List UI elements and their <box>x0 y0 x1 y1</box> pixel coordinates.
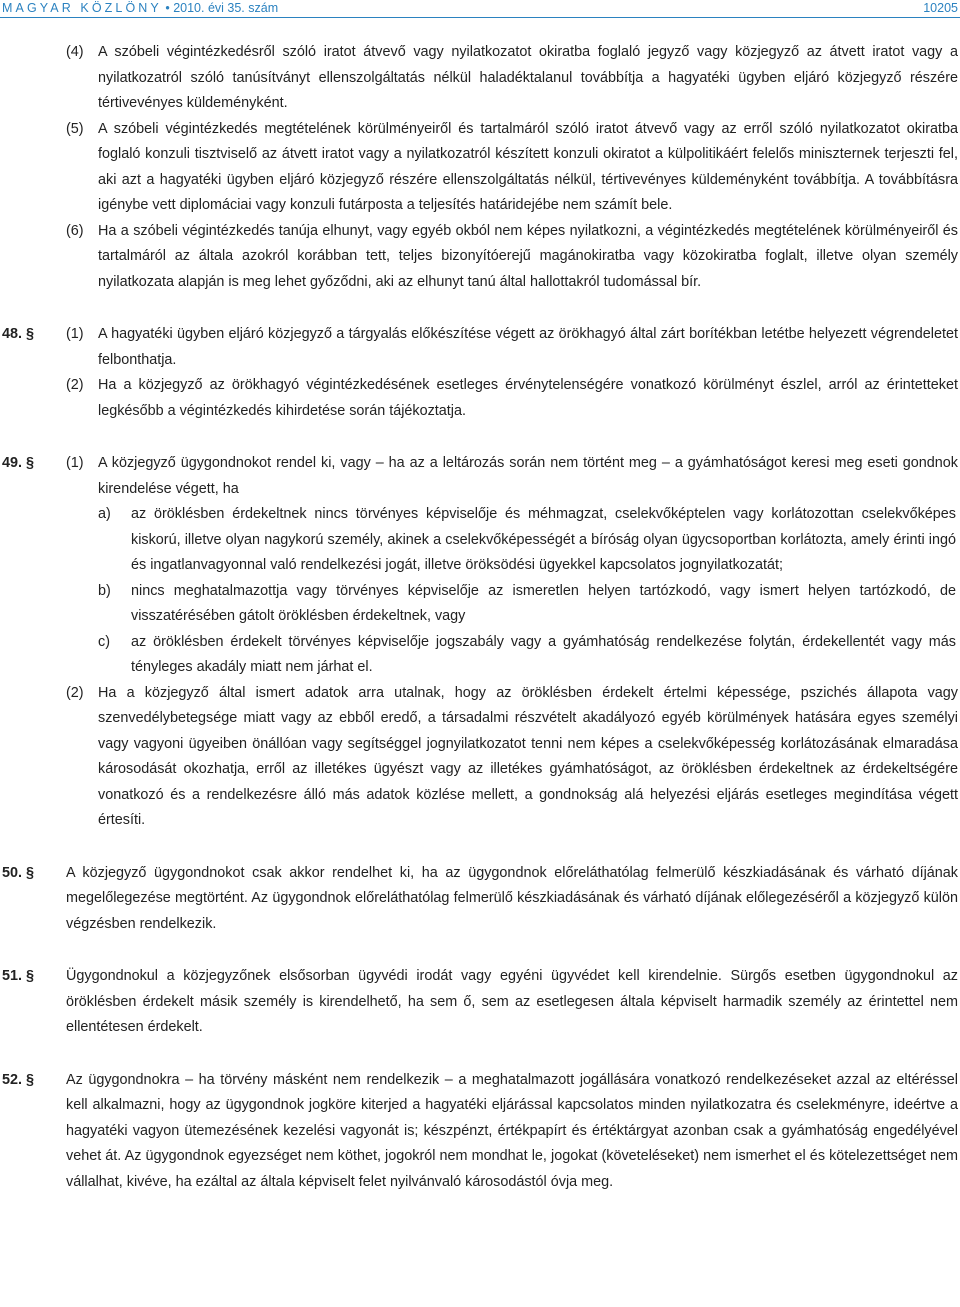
paragraph-text <box>98 40 960 117</box>
section-number <box>0 40 66 117</box>
paragraph <box>0 681 960 834</box>
section-number <box>0 373 66 424</box>
paragraph-text <box>98 219 960 296</box>
paragraph-number: (2) <box>66 377 84 393</box>
paragraph-body: Ha a közjegyző által ismert adatok arra utalnak, hogy az öröklésben érdekelt értelmi képessége, pszichés állapota vagy szenvedélybetegsége miatt vagy az ebből eredő, a társadalmi részvételt akadályozó egyéb körülmények hatására egyes személyi vagy vagyoni ügyeiben önállóan vagy segítséggel jognyilatkozatot tenni nem képes a cselekvőképesség korlátozásának elmaradása károsodását okozhatja, erről az illetékes ügyészt vagy az illetékes gyámhatóságot, az öröklésben érdekeltnek az érdekeltségére vonatkozó és a rendelkezésre álló más adatok közlése mellett, a gondnokság alá helyezési eljárás esetleges megindítása végett értesíti. <box>98 684 958 828</box>
document-body <box>0 40 960 1195</box>
section-number: 49. § <box>2 455 35 471</box>
section-number <box>0 117 66 219</box>
paragraph-text <box>98 117 960 219</box>
section-number: 48. § <box>2 326 35 342</box>
paragraph-body: Ügygondnokul a közjegyzőnek elsősorban ügyvédi irodát vagy egyéni ügyvédet kell kirendelnie. Sürgős esetben ügygondnokul az öröklésben érdekelt másik személy is kirendelhető, ha sem ő, sem az esetlegesen általa képviselt harmadik személy az érintettel nem ellentétesen érdekelt. <box>66 968 958 1035</box>
journal-title: MAGYAR KÖZLÖNY <box>2 1 162 15</box>
sub-point-text: az öröklésben érdekeltnek nincs törvényes képviselője és méhmagzat, cselekvőképtelen vagy korlátozottan cselekvőképes kiskorú, illetve olyan nagykorú személy, akinek a cselekvőképességét a bíróság olyan ügycsoportban korlátozta, amely érinti ingó és ingatlanvagyonnal való rendelkezési jogát, illetve öröksödési ügyekkel kapcsolatos jognyilatkozatát; <box>131 506 956 573</box>
paragraph-text <box>98 322 960 373</box>
paragraph-body: A szóbeli végintézkedésről szóló iratot átvevő vagy nyilatkozatot okiratba foglaló jegyző vagy közjegyző az átvett iratot vagy a nyilatkozatról szóló tanúsítványt ellenszolgáltatás nélkül haladéktalanul továbbítja a hagyatéki ügyben eljáró közjegyző részére tértivevényes küldeményként. <box>98 44 958 111</box>
paragraph <box>0 964 960 1041</box>
sub-point <box>98 630 958 681</box>
paragraph-body: Az ügygondnokra – ha törvény másként nem rendelkezik – a meghatalmazott jogállására vonatkozó rendelkezéseket azzal az eltéréssel kell alkalmazni, hogy az ügygondnok jogköre kiterjed a hagyatéki eljárással kapcsolatos minden nyilatkozatra és cselekményre, ideértve a hagyatéki vagyon ütemezésének kezelési vagyonát is; készpénzt, értékpapírt és értéktárgyat azonban csak a gyámhatóság engedélyével vehet át. Az ügygondnok egyezséget nem köthet, jogokról nem mondhat le, jogokat (követeléseket) nem ismerhet el és kötelezettséget nem vállalhat, kivéve, ha ezáltal az általa képviselt felet nyilvánvaló károsodástól óvja meg. <box>66 1071 958 1190</box>
header-left <box>2 1 278 15</box>
sub-point <box>98 579 958 630</box>
section-number: 52. § <box>2 1071 35 1088</box>
paragraph-number: (1) <box>66 326 84 342</box>
paragraph <box>0 1068 960 1196</box>
paragraph-body: A szóbeli végintézkedés megtételének körülményeiről és tartalmáról szóló iratot átvevő vagy az erről szóló nyilatkozatot okiratba foglaló konzuli tisztviselő az átvett iratot vagy a nyilatkozatról készített konzuli okiratot a külpolitikáért felelős miniszternek terjeszti fel, aki azt a hagyatéki ügyben eljáró közjegyző részére ellenszolgáltatás nélkül, tértivevényes küldeményként továbbítja. A továbbításra igénybe vett diplomáciai vagy konzuli futárposta a teljesítés határidejébe nem számít bele. <box>98 120 958 213</box>
sub-point <box>98 502 958 579</box>
paragraph-text <box>66 964 960 1041</box>
paragraph <box>0 117 960 219</box>
header-rule <box>0 17 960 18</box>
page-header <box>0 0 960 16</box>
section-gap <box>0 1041 960 1068</box>
sub-point-label: a) <box>98 506 111 522</box>
paragraph-body: A hagyatéki ügyben eljáró közjegyző a tárgyalás előkészítése végett az örökhagyó által zárt borítékban letétbe helyezett végrendeletet felbonthatja. <box>98 326 958 368</box>
paragraph <box>0 373 960 424</box>
paragraph <box>0 219 960 296</box>
paragraph-number: (6) <box>66 222 84 239</box>
paragraph-number: (5) <box>66 120 84 137</box>
section-number <box>0 681 66 834</box>
paragraph-text <box>98 373 960 424</box>
paragraph <box>0 451 960 681</box>
section-number: 50. § <box>2 864 35 881</box>
section-number <box>0 219 66 296</box>
paragraph-body: A közjegyző ügygondnokot rendel ki, vagy – ha az a leltározás során nem történt meg – a gyámhatóságot keresi meg eseti gondnok kirendelése végett, ha <box>98 455 958 497</box>
sub-point-text: az öröklésben érdekelt törvényes képviselője jogszabály vagy a gyámhatóság rendelkezése folytán, érdekellentét vagy más tényleges akadály miatt nem járhat el. <box>131 633 956 675</box>
paragraph-text <box>66 861 960 938</box>
issue-label: • 2010. évi 35. szám <box>165 1 279 15</box>
paragraph-text <box>66 1068 960 1196</box>
paragraph-number: (4) <box>66 44 84 60</box>
paragraph-text <box>98 451 960 681</box>
paragraph-text <box>98 681 960 834</box>
paragraph-number: (2) <box>66 684 84 701</box>
paragraph <box>0 861 960 938</box>
section-gap <box>0 834 960 861</box>
sub-point-label: c) <box>98 633 110 650</box>
paragraph-number: (1) <box>66 455 84 471</box>
sub-point-text: nincs meghatalmazottja vagy törvényes képviselője az ismeretlen helyen tartózkodó, vagy ismert helyen tartózkodó, de visszatérésében gátolt öröklésben érdekeltnek, vagy <box>131 582 956 624</box>
page-number: 10205 <box>923 1 958 15</box>
section-gap <box>0 937 960 964</box>
sub-point-label: b) <box>98 582 111 599</box>
paragraph <box>0 322 960 373</box>
section-gap <box>0 295 960 322</box>
paragraph-body: A közjegyző ügygondnokot csak akkor rendelhet ki, ha az ügygondnok előreláthatólag felmerülő készkiadásának és várható díjának megelőlegezése megtörtént. Az ügygondnok előreláthatólag felmerülő készkiadásának és várható díjának előlegezéséről a közjegyző külön végzésben rendelkezik. <box>66 864 958 932</box>
paragraph-body: Ha a szóbeli végintézkedés tanúja elhunyt, vagy egyéb okból nem képes nyilatkozni, a végintézkedés megtételének körülményeiről és tartalmáról az általa azokról korábban tett, teljes bizonyítóerejű magánokiratba vagy közokiratba foglalt, illetve olyan személy nyilatkozata alapján is meg lehet győződni, aki az elhunyt tanú által hallottakról tudomással bír. <box>98 222 958 290</box>
paragraph-body: Ha a közjegyző az örökhagyó végintézkedésének esetleges érvénytelenségére vonatkozó körülményt észlel, arról az érintetteket legkésőbb a végintézkedés kihirdetése során tájékoztatja. <box>98 377 958 419</box>
section-number: 51. § <box>2 968 35 984</box>
paragraph <box>0 40 960 117</box>
section-gap <box>0 424 960 451</box>
